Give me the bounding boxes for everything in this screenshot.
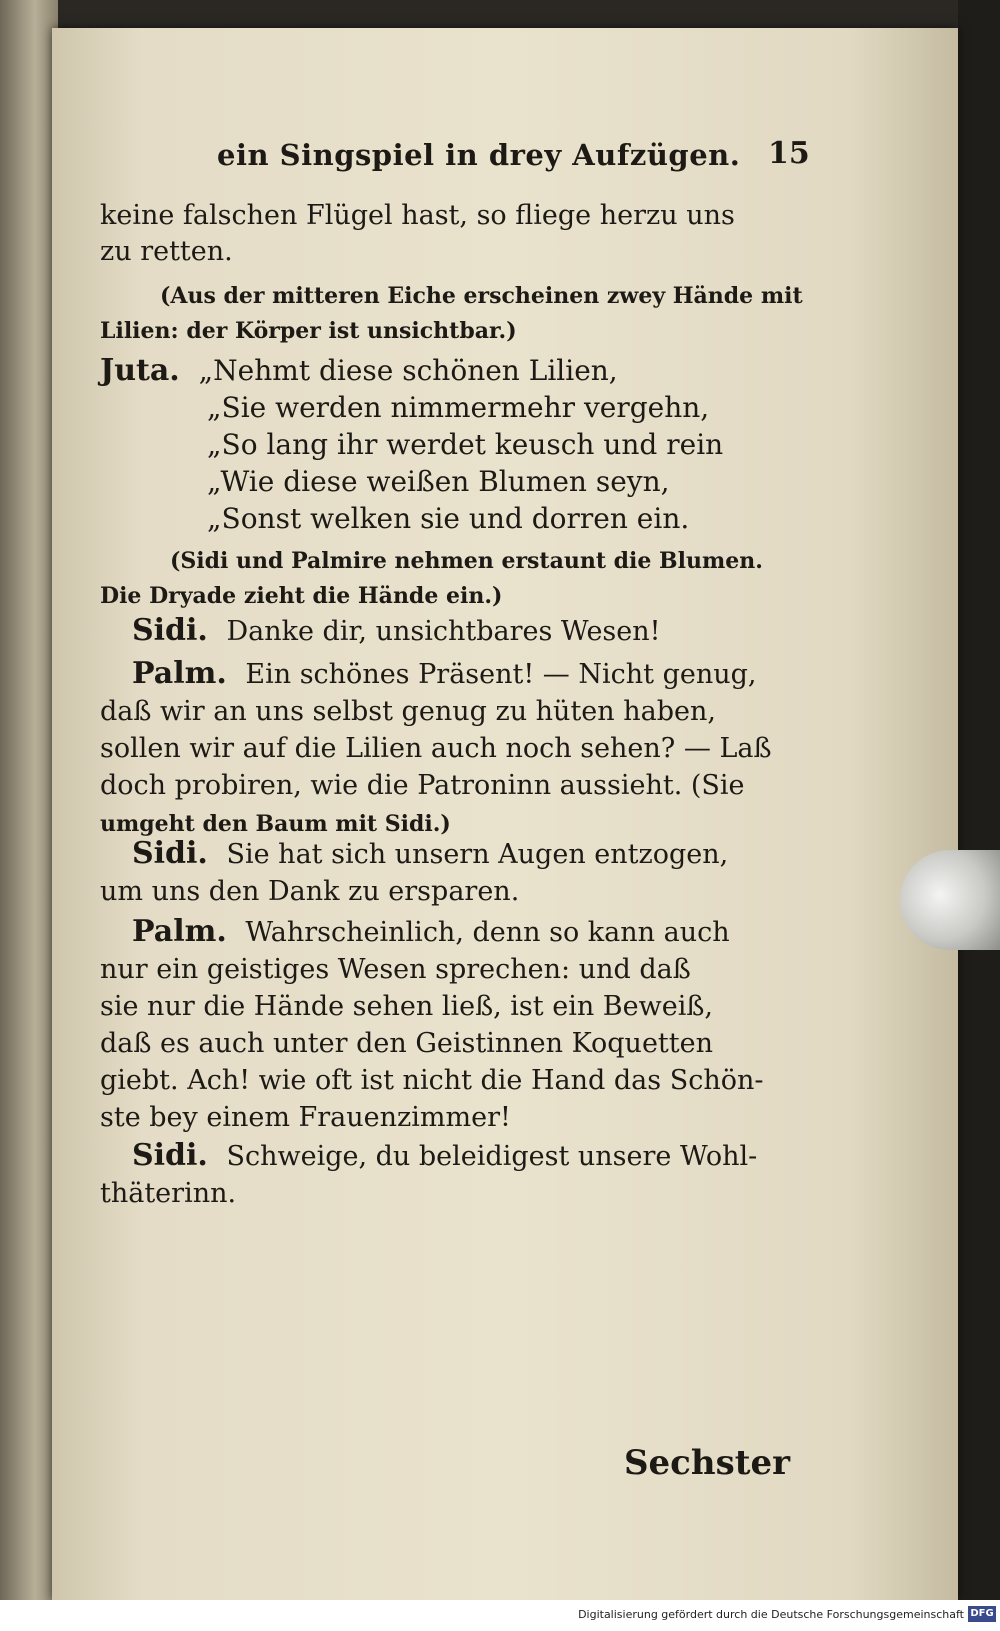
verse-line: „Sie werden nimmermehr vergehn, bbox=[207, 391, 710, 424]
footer-credit: Digitalisierung gefördert durch die Deutsche Forschungsgemeinschaft bbox=[578, 1608, 964, 1621]
speaker-sidi: Sidi. bbox=[132, 1138, 208, 1173]
catchword: Sechster bbox=[624, 1443, 790, 1483]
page-number: 15 bbox=[768, 136, 810, 171]
speaker-juta: Juta. bbox=[100, 353, 180, 388]
text-line: giebt. Ach! wie oft ist nicht die Hand das Schön- bbox=[100, 1065, 764, 1096]
book-edge-shadow bbox=[958, 0, 1000, 1600]
previous-page-edge bbox=[0, 0, 58, 1600]
text-line: thäterinn. bbox=[100, 1178, 237, 1209]
text-line: daß es auch unter den Geistinnen Koquetten bbox=[100, 1028, 713, 1059]
verse-line: „Wie diese weißen Blumen seyn, bbox=[207, 465, 670, 498]
running-title: ein Singspiel in drey Aufzügen. bbox=[217, 138, 741, 172]
footer-bar bbox=[0, 1600, 1000, 1631]
dialogue-line: Palm. Ein schönes Präsent! — Nicht genug, bbox=[132, 656, 757, 691]
speaker-palm: Palm. bbox=[132, 914, 227, 949]
speaker-sidi: Sidi. bbox=[132, 836, 208, 871]
text-line: daß wir an uns selbst genug zu hüten haben, bbox=[100, 696, 716, 727]
text-line: ste bey einem Frauenzimmer! bbox=[100, 1102, 511, 1133]
stage-direction: (Sidi und Palmire nehmen erstaunt die Blumen. bbox=[170, 548, 763, 574]
dialogue-line: Sidi. Sie hat sich unsern Augen entzogen, bbox=[132, 836, 729, 871]
verse-line: Juta. „Nehmt diese schönen Lilien, bbox=[100, 353, 618, 388]
text-line: um uns den Dank zu ersparen. bbox=[100, 876, 520, 907]
text-line: doch probiren, wie die Patroninn aussieht. (Sie bbox=[100, 770, 745, 801]
speaker-sidi: Sidi. bbox=[132, 613, 208, 648]
stage-direction: Lilien: der Körper ist unsichtbar.) bbox=[100, 318, 517, 344]
dialogue-line: Palm. Wahrscheinlich, denn so kann auch bbox=[132, 914, 730, 949]
text-line: sollen wir auf die Lilien auch noch sehen? — Laß bbox=[100, 733, 772, 764]
stage-direction: (Aus der mitteren Eiche erscheinen zwey Hände mit bbox=[160, 283, 803, 309]
speaker-palm: Palm. bbox=[132, 656, 227, 691]
text-line: keine falschen Flügel hast, so fliege herzu uns bbox=[100, 200, 735, 231]
text-line: nur ein geistiges Wesen sprechen: und daß bbox=[100, 954, 691, 985]
stage-direction: umgeht den Baum mit Sidi.) bbox=[100, 811, 451, 837]
dialogue-line: Sidi. Schweige, du beleidigest unsere Wohl- bbox=[132, 1138, 758, 1173]
text-line: zu retten. bbox=[100, 236, 233, 267]
verse-line: „Sonst welken sie und dorren ein. bbox=[207, 502, 690, 535]
page-clip bbox=[900, 850, 1000, 950]
stage-direction: Die Dryade zieht die Hände ein.) bbox=[100, 583, 503, 609]
verse-line: „So lang ihr werdet keusch und rein bbox=[207, 428, 724, 461]
dialogue-line: Sidi. Danke dir, unsichtbares Wesen! bbox=[132, 613, 661, 648]
text-line: sie nur die Hände sehen ließ, ist ein Beweiß, bbox=[100, 991, 713, 1022]
dfg-logo-icon: DFG bbox=[968, 1606, 996, 1622]
book-page bbox=[52, 28, 958, 1600]
